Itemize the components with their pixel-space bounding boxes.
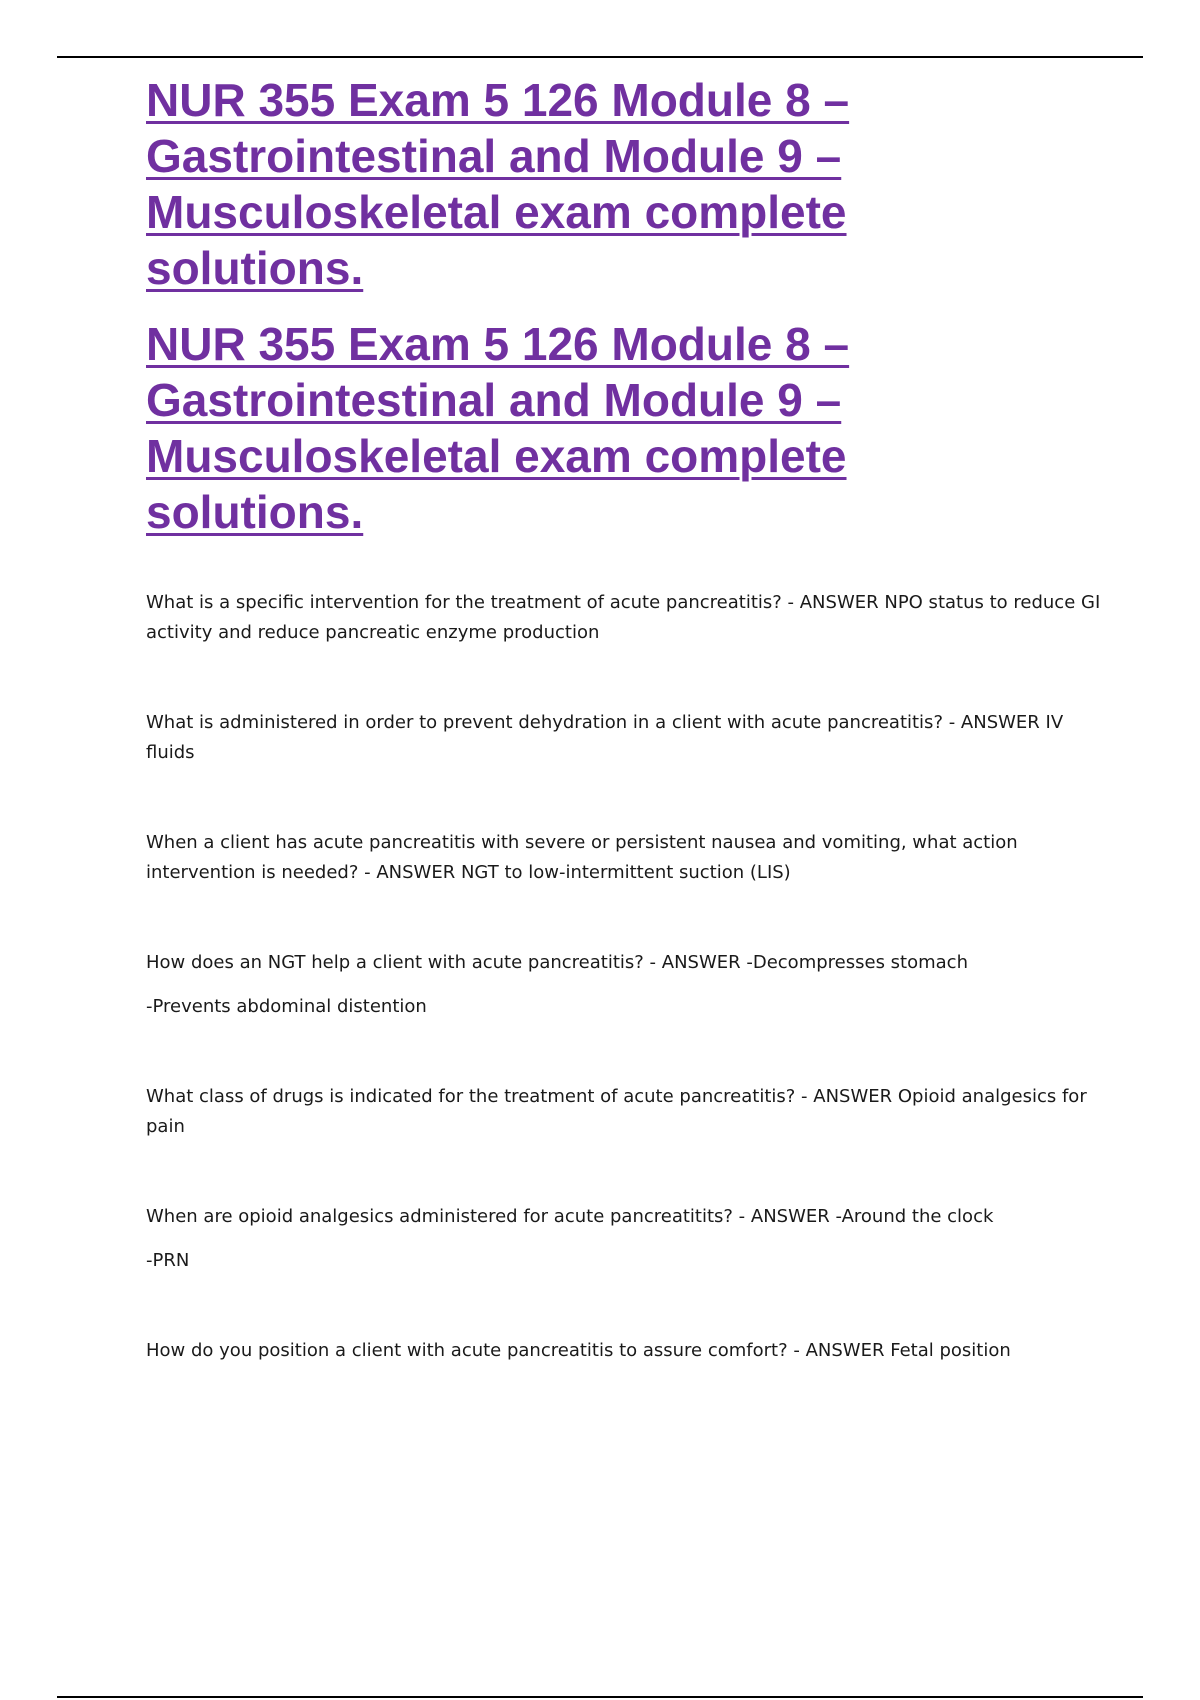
qa-text: What class of drugs is indicated for the treatment of acute pancreatitis? - ANSWER Opioid analgesics for pain <box>146 1086 1087 1137</box>
top-rule <box>57 56 1143 58</box>
qa-text: How does an NGT help a client with acute pancreatitis? - ANSWER -Decompresses stomach <box>146 952 968 973</box>
qa-item <box>146 948 1106 1022</box>
qa-item <box>146 588 1106 648</box>
qa-item <box>146 828 1106 888</box>
qa-item <box>146 1336 1106 1366</box>
qa-item <box>146 1082 1106 1142</box>
document-title: NUR 355 Exam 5 126 Module 8 – Gastrointestinal and Module 9 – Musculoskeletal exam complete solutions. <box>146 74 850 294</box>
qa-item <box>146 708 1106 768</box>
qa-continuation: -Prevents abdominal distention <box>146 996 427 1017</box>
qa-list <box>146 588 1106 1366</box>
qa-continuation: -PRN <box>146 1250 190 1271</box>
document-body <box>146 72 1106 1366</box>
bottom-rule <box>57 1696 1143 1698</box>
qa-text: When are opioid analgesics administered for acute pancreatitits? - ANSWER -Around the clock <box>146 1206 994 1227</box>
document-title-repeat: NUR 355 Exam 5 126 Module 8 – Gastrointestinal and Module 9 – Musculoskeletal exam complete solutions. <box>146 318 850 538</box>
qa-text: What is administered in order to prevent dehydration in a client with acute pancreatitis? - ANSWER IV fluids <box>146 712 1064 763</box>
qa-text: When a client has acute pancreatitis with severe or persistent nausea and vomiting, what action intervention is needed? - ANSWER NGT to low-intermittent suction (LIS) <box>146 832 1018 883</box>
qa-text: What is a specific intervention for the treatment of acute pancreatitis? - ANSWER NPO status to reduce GI activity and reduce pancreatic enzyme production <box>146 592 1101 643</box>
qa-text: How do you position a client with acute pancreatitis to assure comfort? - ANSWER Fetal position <box>146 1340 1011 1361</box>
qa-item <box>146 1202 1106 1276</box>
